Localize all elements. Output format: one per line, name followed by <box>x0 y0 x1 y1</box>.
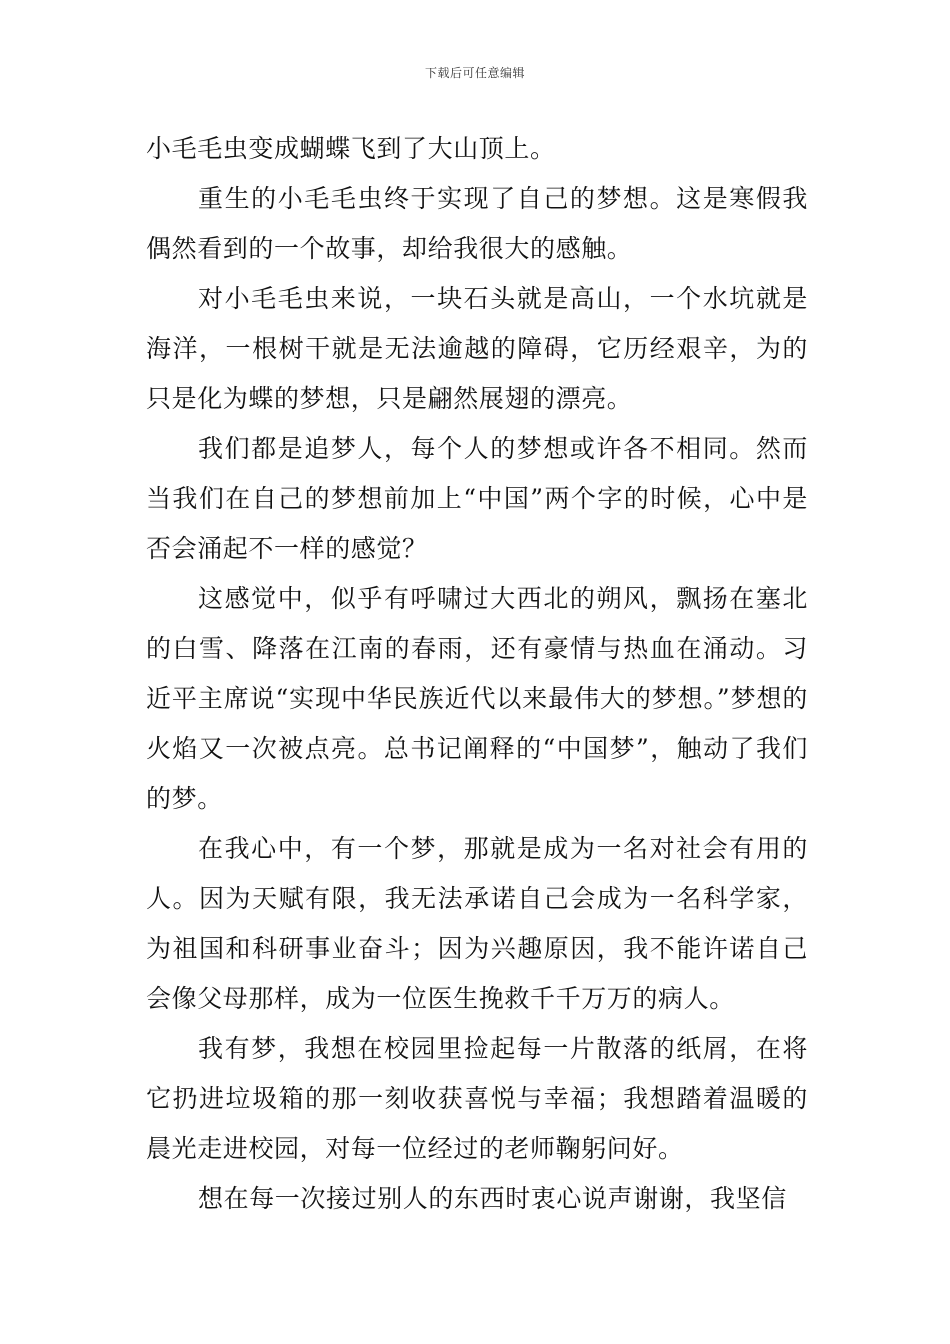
paragraph: 这感觉中，似乎有呼啸过大西北的朔风，飘扬在塞北的白雪、降落在江南的春雨，还有豪情与热血在涌动。习近平主席说“实现中华民族近代以来最伟大的梦想。”梦想的火焰又一次被点亮。总书记阐释的“中国梦”，触动了我们的梦。 <box>146 584 808 813</box>
paragraph: 重生的小毛毛虫终于实现了自己的梦想。这是寒假我偶然看到的一个故事，却给我很大的感触。 <box>146 184 808 263</box>
paragraph-continuation: 小毛毛虫变成蝴蝶飞到了大山顶上。 <box>146 134 556 163</box>
paragraph: 我有梦，我想在校园里捡起每一片散落的纸屑，在将它扔进垃圾箱的那一刻收获喜悦与幸福；我想踏着温暖的晨光走进校园，对每一位经过的老师鞠躬问好。 <box>146 1034 808 1163</box>
document-body <box>146 124 808 1224</box>
paragraph: 对小毛毛虫来说，一块石头就是高山，一个水坑就是海洋，一根树干就是无法逾越的障碍，它历经艰辛，为的只是化为蝶的梦想，只是翩然展翅的漂亮。 <box>146 284 808 413</box>
paragraph: 在我心中，有一个梦，那就是成为一名对社会有用的人。因为天赋有限，我无法承诺自己会成为一名科学家，为祖国和科研事业奋斗；因为兴趣原因，我不能许诺自己会像父母那样，成为一位医生挽救千千万万的病人。 <box>146 834 808 1013</box>
header-note: 下载后可任意编辑 <box>424 66 525 80</box>
paragraph: 我们都是追梦人，每个人的梦想或许各不相同。然而当我们在自己的梦想前加上“中国”两个字的时候，心中是否会涌起不一样的感觉？ <box>146 434 808 563</box>
paragraph: 想在每一次接过别人的东西时衷心说声谢谢，我坚信 <box>198 1184 787 1213</box>
